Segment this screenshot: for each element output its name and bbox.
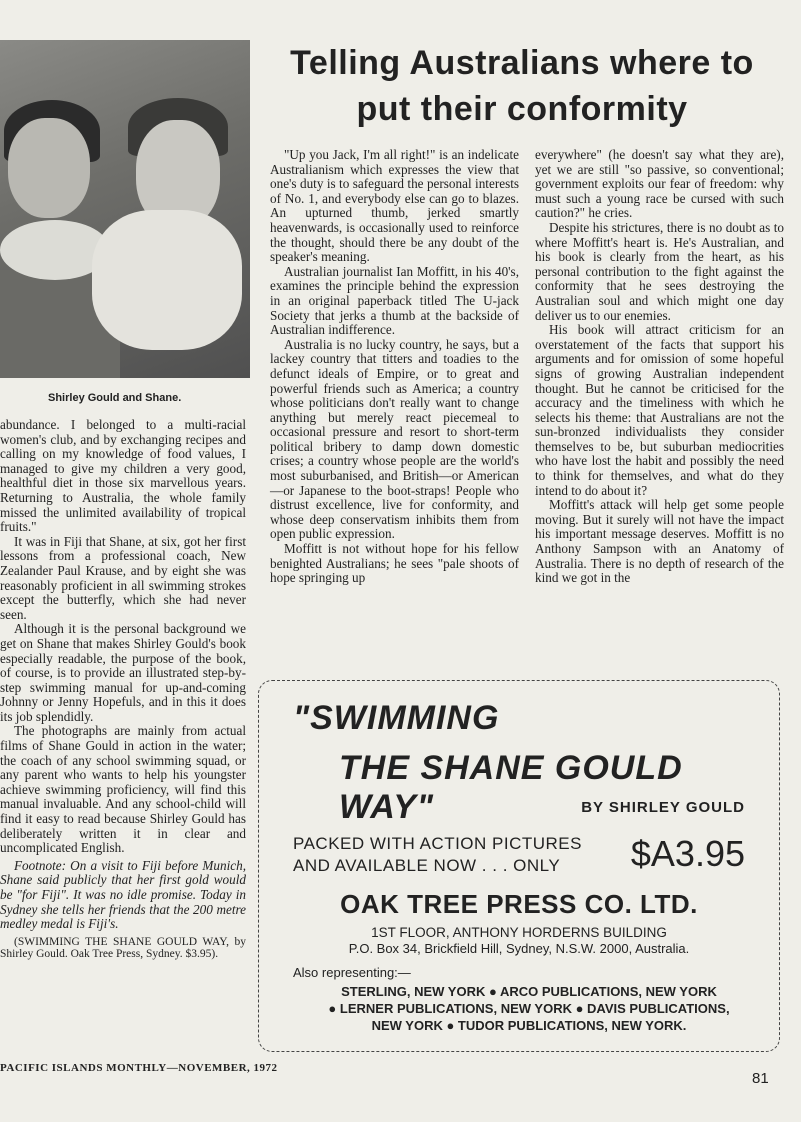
- ad-packed-line-1: PACKED WITH ACTION PICTURES: [293, 834, 582, 853]
- ad-price: $A3.95: [630, 833, 745, 874]
- column-1-paragraph: The photographs are mainly from actual films of Shane Gould in action in the water; the coach of any school swimming squad, or any parent who wants to help his youngster achieve swimming proficiency, will find this manual invaluable. And any school-child will find it easy to read because Shirley Gould has deliberately written it in clear and uncomplicated English.: [0, 723, 246, 856]
- column-1-paragraph: It was in Fiji that Shane, at six, got her first lessons from a professional coach, New Zealander Paul Krause, and by eight she was reasonably proficient in all swimming strokes except the butterfly, which she had never seen.: [0, 533, 246, 622]
- photo-shirley-face: [8, 118, 90, 218]
- book-advertisement: [258, 680, 780, 1052]
- article-headline: Telling Australians where to put their conformity: [290, 44, 754, 128]
- photo-caption: Shirley Gould and Shane.: [48, 392, 182, 404]
- ad-address-line-2: P.O. Box 34, Brickfield Hill, Sydney, N.S.W. 2000, Australia.: [348, 941, 690, 956]
- column-1-footnote: Footnote: On a visit to Fiji before Munich, Shane said publicly that her first gold would be "for Fiji". It was no idle promise. Today in Sydney she tells her friends that the 200 metre medley medal is Fiji's.: [0, 857, 246, 932]
- ad-representations: [279, 983, 779, 1034]
- column-1: [0, 418, 246, 960]
- column-3-paragraph: everywhere" (he doesn't say what they are), yet we are still "so passive, so conventional; government exploits our fear of freedom: why must such a young race be cursed with such caution?" he cries.: [535, 147, 784, 221]
- page-number: 81: [752, 1070, 769, 1087]
- ad-packed-line-2: AND AVAILABLE NOW . . . ONLY: [293, 856, 561, 875]
- column-2-paragraph: "Up you Jack, I'm all right!" is an indelicate Australianism which expresses the view that one's duty is to safeguard the personal interests of No. 1, and everybody else can go to blazes. An upturned thumb, jerked smartly heavenwards, is occasionally used to reinforce the thought, should there be any doubt of the speaker's meaning.: [270, 147, 519, 265]
- ad-reps-line-3: NEW YORK ● TUDOR PUBLICATIONS, NEW YORK.: [371, 1018, 687, 1033]
- page-footer: PACIFIC ISLANDS MONTHLY—NOVEMBER, 1972: [0, 1062, 278, 1074]
- column-3: [535, 148, 784, 586]
- photo-shirley-and-shane: [0, 40, 250, 378]
- column-3-paragraph: Moffitt's attack will help get some people moving. But it surely will not have the impact his important message deserves. Moffitt is no Anthony Sampson with an Anatomy of Australia. There is no depth of research of the kind we got in the: [535, 497, 784, 586]
- ad-address-line-1: 1ST FLOOR, ANTHONY HORDERNS BUILDING: [371, 925, 667, 940]
- ad-also-representing: Also representing:—: [293, 965, 411, 980]
- ad-byline: BY SHIRLEY GOULD: [581, 799, 745, 816]
- column-2-paragraph: Australian journalist Ian Moffitt, in his 40's, examines the principle behind the expression in an original paperback titled The U-jack Society that jerks a thumb at the backside of Australian indifference.: [270, 263, 519, 338]
- ad-publisher: OAK TREE PRESS CO. LTD.: [340, 889, 698, 919]
- column-1-paragraph: Although it is the personal background we get on Shane that makes Shirley Gould's book especially readable, the purpose of the book, of course, is to provide an illustrated step-by-step swimming manual for up-and-coming Johnny or Jenny Hopefuls, and in this it does its job splendidly.: [0, 621, 246, 724]
- ad-reps-line-2: ● LERNER PUBLICATIONS, NEW YORK ● DAVIS PUBLICATIONS,: [328, 1001, 730, 1016]
- column-3-paragraph: Despite his strictures, there is no doubt as to where Moffitt's heart is. He's Australian, and his book is clearly from the heart, as his personal contribution to the fight against the conformity that he sees destroying the Australian soul and which might one day deliver us to our enemies.: [535, 219, 784, 323]
- ad-title-line-1: "SWIMMING: [293, 699, 500, 737]
- column-1-paragraph: abundance. I belonged to a multi-racial women's club, and by exchanging recipes and calling on my knowledge of food values, I managed to give my children a very good, healthful diet in those six marvellous years. Returning to Australia, the whole family missed the unlimited availability of tropical fruits.": [0, 417, 246, 535]
- column-2-paragraph: Australia is no lucky country, he says, but a lackey country that titters and toadies to the defunct ideals of Empire, or to great and powerful friends such as America; a country whose politicians don't really want to change anything but merely react piecemeal to occasional pressure and resort to short-term political bribery to damp down domestic crises; a country whose people are the world's most suburbanised, and British—or American—or Japanese to the boot-straps! People who distrust excellence, live for conformity, and whose deep conservatism inhibits them from open public expression.: [270, 336, 519, 542]
- column-3-paragraph: His book will attract criticism for an overstatement of the facts that support his arguments and for omission of some hopeful signs of growing Australian independent thought. But he cannot be criticised for the accuracy and the timeliness with which he selects his theme: that Australians are not the sun-bronzed individualists they consider themselves to be, but suburban mediocrities who have lost the habit and possibly the need to think for themselves, and what do they intend to do about it?: [535, 322, 784, 498]
- column-2-paragraph: Moffitt is not without hope for his fellow benighted Australians; he sees "pale shoots of hope springing up: [270, 541, 519, 586]
- ad-title-line-2: THE SHANE GOULD WAY": [339, 749, 683, 826]
- ad-packed-text: [293, 833, 582, 877]
- column-1-book-credit: (SWIMMING THE SHANE GOULD WAY, by Shirley Gould. Oak Tree Press, Sydney. $3.95).: [0, 935, 246, 960]
- ad-reps-line-1: STERLING, NEW YORK ● ARCO PUBLICATIONS, NEW YORK: [341, 984, 717, 999]
- column-2: [270, 148, 519, 586]
- photo-lei-right: [92, 210, 242, 350]
